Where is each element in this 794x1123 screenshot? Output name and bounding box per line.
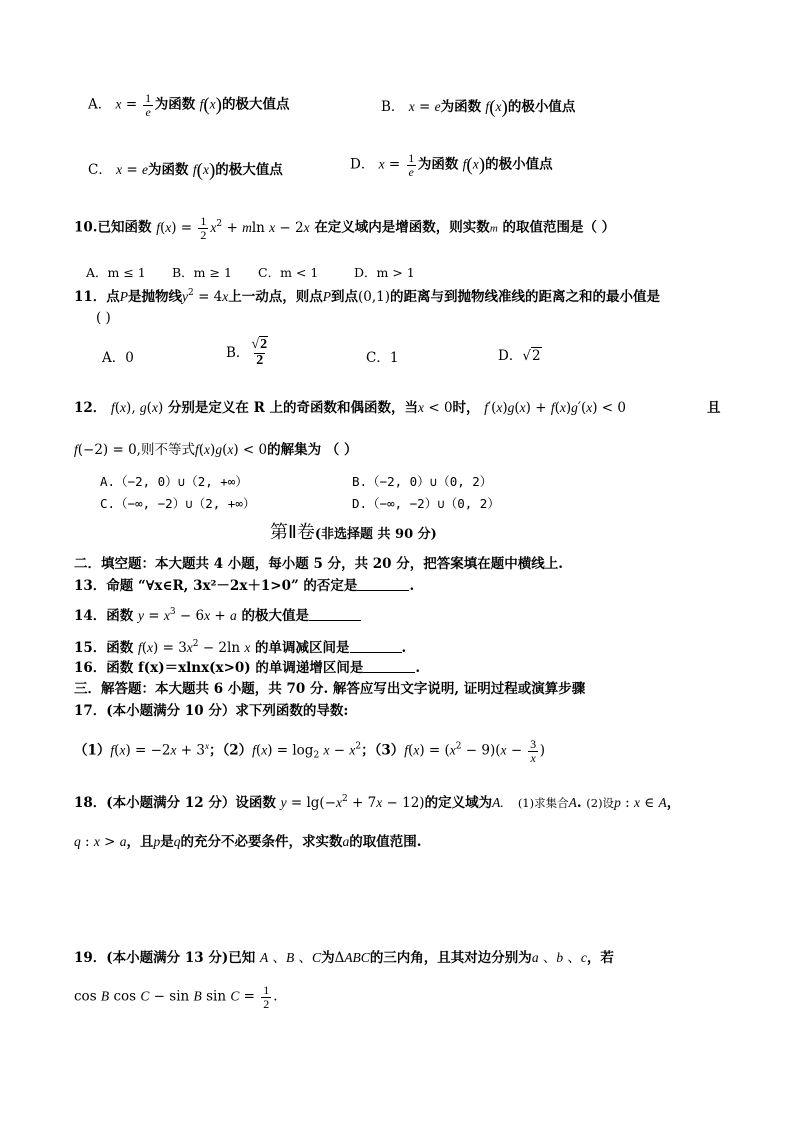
q11-option-a: A．0	[102, 350, 134, 366]
question-15: 15．函数 $f(x) = 3x^2 - 2\ln$ x 的单调减区间是 .	[74, 639, 407, 656]
part-2-title: 第Ⅱ卷	[270, 522, 315, 542]
q10-option-c: C．m < 1	[258, 265, 319, 280]
q12-and: 且	[707, 400, 721, 416]
question-13: 13．命题 “∀x∈R, 3x²－2x＋1>0” 的否定是 .	[74, 578, 415, 594]
part-2-heading	[270, 522, 437, 544]
q10-option-d: D．m > 1	[354, 265, 415, 280]
question-11: 11．点P是抛物线$y^2 = 4x$上一动点，则点P到点(0,1)的距离与到抛物线准线的距离之和的最小值是	[74, 288, 661, 305]
q10-option-b: B．m ≥ 1	[172, 265, 232, 280]
q9-option-d-label: D．	[350, 156, 375, 173]
q12-option-b: B.（−2, 0）∪（0, 2）	[352, 474, 493, 489]
q9-option-b: B． x = e为函数 f(x)的极小值点	[381, 97, 576, 118]
q11-option-d: D．√2	[498, 348, 541, 364]
q19-line2: cos B cos C − sin B sin C = $\frac{1}{2}$ .	[74, 983, 278, 1011]
fill-section-header: 二．填空题：本大题共 4 小题，每小题 5 分，共 20 分，把答案填在题中横线上.	[74, 556, 563, 572]
q9-option-c: C． x = e为函数 f(x)的极大值点	[88, 160, 283, 181]
q11-option-c: C．1	[366, 350, 399, 366]
q11-options	[102, 338, 562, 382]
question-14: 14．函数 $y = x^3 - 6x + a$ 的极大值是	[74, 607, 361, 624]
q9-option-a: A． x = $\frac{1}{e}$ 为函数 f(x)的极大值点	[88, 91, 290, 119]
q12-line2: f(−2) = 0,则不等式f(x)g(x) < 0的解集为 （ ）	[74, 442, 358, 458]
q17-parts: $(1)f(x) = -2x + 3^x$；$(2)f(x) = \log_2 x - x^2$；$(3)f(x) = (x^2 - 9)(x$ − $\frac{3}{x}$ )	[74, 737, 546, 765]
q9-option-c-label: C．	[88, 162, 112, 178]
q12-option-d: D.（−∞, −2）∪（0, 2）	[352, 496, 500, 511]
q18-line2: q : x > a，且p是q的充分不必要条件，求实数a的取值范围.	[74, 834, 422, 850]
question-10: 10.已知函数 f(x) = $\frac{1}{2}$ $x^2 + mln$ x − 2x 在定义域内是增函数，则实数m 的取值范围是（ ）	[74, 214, 616, 242]
question-19: 19．(本小题满分 13 分)已知 A 、B 、C为ΔABC的三内角，且其对边分别为a 、b 、c，若	[74, 950, 614, 966]
q9-option-d: D． x = $\frac{1}{e}$ 为函数 f(x)的极小值点	[350, 151, 553, 179]
question-18: 18．(本小题满分 12 分）设函数 $y = \lg(-x^2 + 7x - 12)$的定义域为A. (1)求集合A. (2)设p : x ∈ A，	[74, 794, 681, 811]
q10-option-a: A．m ≤ 1	[86, 265, 146, 280]
q11-paren: ( )	[96, 310, 111, 326]
q12-option-a: A.（−2, 0）∪（2, +∞）	[100, 474, 248, 489]
part-2-subtitle: (非选择题 共 90 分)	[314, 527, 437, 542]
question-12: 12． f(x), g(x) 分别是定义在 R 上的奇函数和偶函数，当x < 0时， f′(x)g(x) + f(x)g′(x) < 0	[74, 400, 626, 416]
q11-option-b: B． $\frac{√2}{2}$	[226, 337, 268, 368]
question-17: 17．(本小题满分 10 分）求下列函数的导数:	[74, 703, 349, 719]
question-16: 16．函数 f(x)＝xlnx(x>0) 的单调递增区间是 .	[74, 660, 421, 676]
q12-option-c: C.（−∞, −2）∪（2, +∞）	[100, 496, 256, 511]
q9-option-b-label: B．	[381, 99, 405, 115]
q9-option-a-label: A．	[88, 96, 112, 113]
answer-section-header: 三．解答题：本大题共 6 小题，共 70 分. 解答应写出文字说明, 证明过程或演算步骤	[74, 681, 586, 697]
